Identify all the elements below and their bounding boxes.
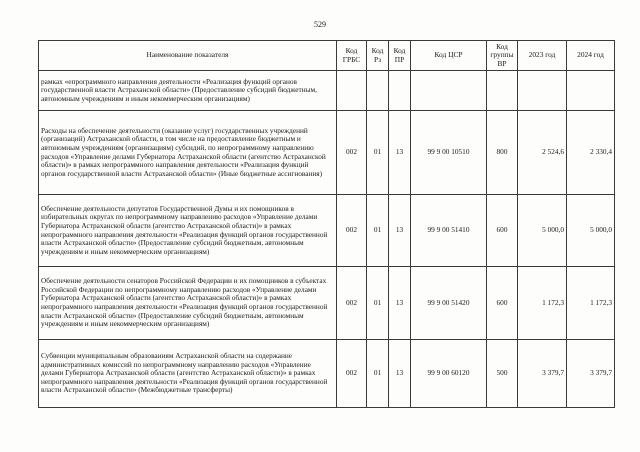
row-name-cell: Обеспечение деятельности депутатов Государственной Думы и их помощников в избирательных округах по непрограммному направлению расходов «Управление делами Губернатора Астраханской области (агентство Астраханской области)» в рамках непрограммного направления деятельности «Реализация функций органов государственной власти Астраханской области» (Предоставление субсидий бюджетным, автономным учреждениям и иным некоммерческим организациям) [39, 195, 337, 267]
row-name-cell: Обеспечение деятельности сенаторов Российской Федерации и их помощников в субъектах Российской Федерации по непрограммному направлению расходов «Управление делами Губернатора Астраханской области (агентство Астраханской области)» в рамках непрограммного направления деятельности «Реализация функций органов государственной власти Астраханской области» (Предоставление субсидий бюджетным, автономным учреждениям и иным некоммерческим организациям) [39, 267, 337, 340]
amount-2024-cell [567, 71, 615, 111]
pr-cell: 13 [389, 111, 411, 195]
table-row [39, 111, 615, 195]
vr-cell [487, 71, 518, 111]
table-row [39, 267, 615, 340]
vr-cell: 600 [487, 195, 518, 267]
rz-cell: 01 [367, 340, 389, 408]
column-header-csr: Код ЦСР [411, 41, 487, 71]
grbs-cell: 002 [337, 340, 367, 408]
vr-cell: 600 [487, 267, 518, 340]
column-header-2024: 2024 год [567, 41, 615, 71]
amount-2023-cell: 2 524,6 [518, 111, 567, 195]
amount-2024-cell: 5 000,0 [567, 195, 615, 267]
csr-cell: 99 9 00 10510 [411, 111, 487, 195]
rz-cell: 01 [367, 195, 389, 267]
amount-2023-cell: 5 000,0 [518, 195, 567, 267]
amount-2024-cell: 1 172,3 [567, 267, 615, 340]
row-name-cell: Расходы на обеспечение деятельности (оказание услуг) государственных учреждений (организаций) Астраханской области, в том числе на предоставление бюджетным и автономным учреждениям (организациям) субсидий, по непрограммному направлению расходов «Управление делами Губернатора Астраханской области (агентство Астраханской области)» в рамках непрограммного направления деятельности «Реализация функций органов государственной власти Астраханской области» (Иные бюджетные ассигнования) [39, 111, 337, 195]
csr-cell: 99 9 00 60120 [411, 340, 487, 408]
pr-cell [389, 71, 411, 111]
rz-cell: 01 [367, 267, 389, 340]
amount-2024-cell: 2 330,4 [567, 111, 615, 195]
table-row [39, 340, 615, 408]
table-row [39, 195, 615, 267]
column-header-pr: Код ПР [389, 41, 411, 71]
amount-2023-cell [518, 71, 567, 111]
row-name-cell: рамках «епрограммного направления деятельности «Реализация функций органов государственной власти Астраханской области» (Предоставление субсидий бюджетным, автономным учреждениям и иным некоммерческим организациям) [39, 71, 337, 111]
grbs-cell: 002 [337, 267, 367, 340]
vr-cell: 500 [487, 340, 518, 408]
budget-table [38, 40, 615, 408]
csr-cell: 99 9 00 51420 [411, 267, 487, 340]
column-header-name: Наименование показателя [39, 41, 337, 71]
pr-cell: 13 [389, 340, 411, 408]
column-header-2023: 2023 год [518, 41, 567, 71]
csr-cell [411, 71, 487, 111]
column-header-vr: Код группы ВР [487, 41, 518, 71]
table-row [39, 71, 615, 111]
grbs-cell [337, 71, 367, 111]
csr-cell: 99 9 00 51410 [411, 195, 487, 267]
row-name-cell: Субвенции муниципальным образованиям Астраханской области на содержание административных комиссий по непрограммному направлению расходов «Управление делами Губернатора Астраханской области (агентство Астраханской области)» в рамках непрограммного направления деятельности «Реализация функций органов государственной власти Астраханской области» (Межбюджетные трансферты) [39, 340, 337, 408]
column-header-grbs: Код ГРБС [337, 41, 367, 71]
amount-2023-cell: 3 379,7 [518, 340, 567, 408]
vr-cell: 800 [487, 111, 518, 195]
pr-cell: 13 [389, 267, 411, 340]
page-number: 529 [314, 20, 326, 29]
rz-cell: 01 [367, 111, 389, 195]
table-header-row [39, 41, 615, 71]
grbs-cell: 002 [337, 111, 367, 195]
pr-cell: 13 [389, 195, 411, 267]
amount-2024-cell: 3 379,7 [567, 340, 615, 408]
amount-2023-cell: 1 172,3 [518, 267, 567, 340]
grbs-cell: 002 [337, 195, 367, 267]
rz-cell [367, 71, 389, 111]
column-header-rz: Код Рз [367, 41, 389, 71]
